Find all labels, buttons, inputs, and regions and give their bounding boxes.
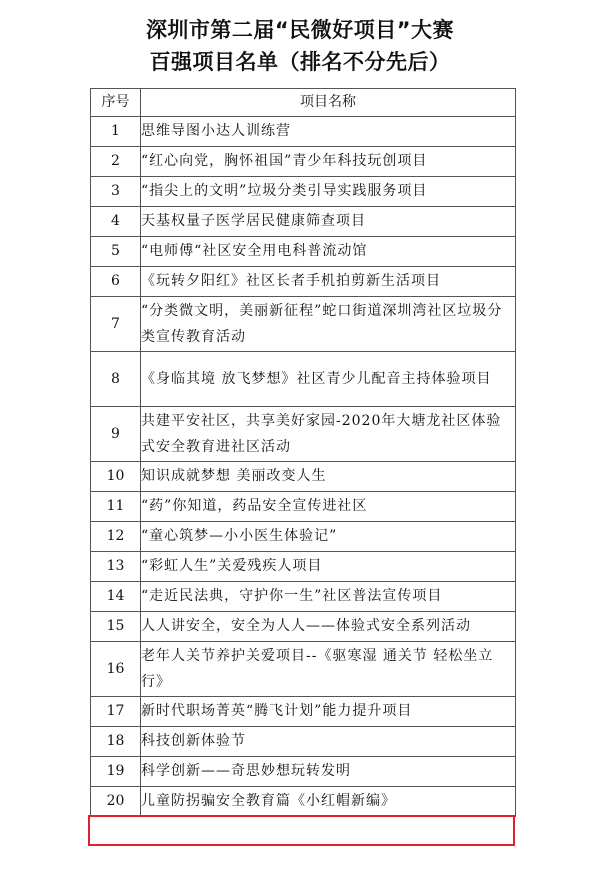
row-number: 15 (91, 612, 141, 642)
row-project-name: 儿童防拐骗安全教育篇《小红帽新编》 (141, 787, 516, 817)
table-row (91, 207, 516, 237)
table-row (91, 552, 516, 582)
row-number: 2 (91, 147, 141, 177)
row-number: 4 (91, 207, 141, 237)
header-serial-number: 序号 (91, 89, 141, 117)
row-project-name: 《玩转夕阳红》社区长者手机拍剪新生活项目 (141, 267, 516, 297)
row-project-name: 老年人关节养护关爱项目--《驱寒湿 通关节 轻松坐立行》 (141, 642, 516, 697)
row-project-name: 知识成就梦想 美丽改变人生 (141, 462, 516, 492)
row-number: 18 (91, 727, 141, 757)
table-row (91, 787, 516, 817)
table-row (91, 697, 516, 727)
table-header-row (91, 89, 516, 117)
table-row (91, 267, 516, 297)
row-project-name: “红心向党，胸怀祖国”青少年科技玩创项目 (141, 147, 516, 177)
row-number: 10 (91, 462, 141, 492)
table-row (91, 407, 516, 462)
row-number: 9 (91, 407, 141, 462)
row-project-name: 人人讲安全，安全为人人——体验式安全系列活动 (141, 612, 516, 642)
table-row-highlighted (91, 757, 516, 787)
highlight-box (88, 815, 515, 846)
row-number: 16 (91, 642, 141, 697)
row-number: 13 (91, 552, 141, 582)
header-project-name: 项目名称 (141, 89, 516, 117)
row-number: 6 (91, 267, 141, 297)
table-row (91, 352, 516, 407)
table-row (91, 522, 516, 552)
row-number: 14 (91, 582, 141, 612)
table-row (91, 492, 516, 522)
table-row (91, 297, 516, 352)
row-number: 1 (91, 117, 141, 147)
table-row (91, 147, 516, 177)
row-number: 8 (91, 352, 141, 407)
project-list-table (90, 88, 516, 817)
table-row (91, 727, 516, 757)
row-project-name: 科学创新——奇思妙想玩转发明 (141, 757, 516, 787)
document-title: 深圳市第二届“民微好项目”大赛 (145, 18, 455, 42)
row-project-name: 思维导图小达人训练营 (141, 117, 516, 147)
row-project-name: “彩虹人生”关爱残疾人项目 (141, 552, 516, 582)
document-subtitle: 百强项目名单（排名不分先后） (149, 50, 451, 74)
row-project-name: 共建平安社区，共享美好家园-2020年大塘龙社区体验式安全教育进社区活动 (141, 407, 516, 462)
table-row (91, 117, 516, 147)
row-number: 5 (91, 237, 141, 267)
row-project-name: “走近民法典，守护你一生”社区普法宣传项目 (141, 582, 516, 612)
table-row (91, 177, 516, 207)
row-number: 11 (91, 492, 141, 522)
table-row (91, 237, 516, 267)
row-project-name: 天基权量子医学居民健康筛查项目 (141, 207, 516, 237)
table-row (91, 462, 516, 492)
row-project-name: “童心筑梦—小小医生体验记” (141, 522, 516, 552)
row-number: 12 (91, 522, 141, 552)
row-project-name: 科技创新体验节 (141, 727, 516, 757)
row-number: 19 (91, 757, 141, 787)
row-project-name: “指尖上的文明”垃圾分类引导实践服务项目 (141, 177, 516, 207)
table-row (91, 612, 516, 642)
row-number: 7 (91, 297, 141, 352)
row-project-name: 《身临其境 放飞梦想》社区青少儿配音主持体验项目 (141, 352, 516, 407)
row-project-name: “分类微文明，美丽新征程”蛇口街道深圳湾社区垃圾分类宣传教育活动 (141, 297, 516, 352)
row-number: 20 (91, 787, 141, 817)
table-row (91, 642, 516, 697)
row-number: 3 (91, 177, 141, 207)
row-project-name: “电师傅“社区安全用电科普流动馆 (141, 237, 516, 267)
table-row (91, 582, 516, 612)
row-number: 17 (91, 697, 141, 727)
row-project-name: 新时代职场菁英“腾飞计划”能力提升项目 (141, 697, 516, 727)
row-project-name: “药”你知道，药品安全宣传进社区 (141, 492, 516, 522)
